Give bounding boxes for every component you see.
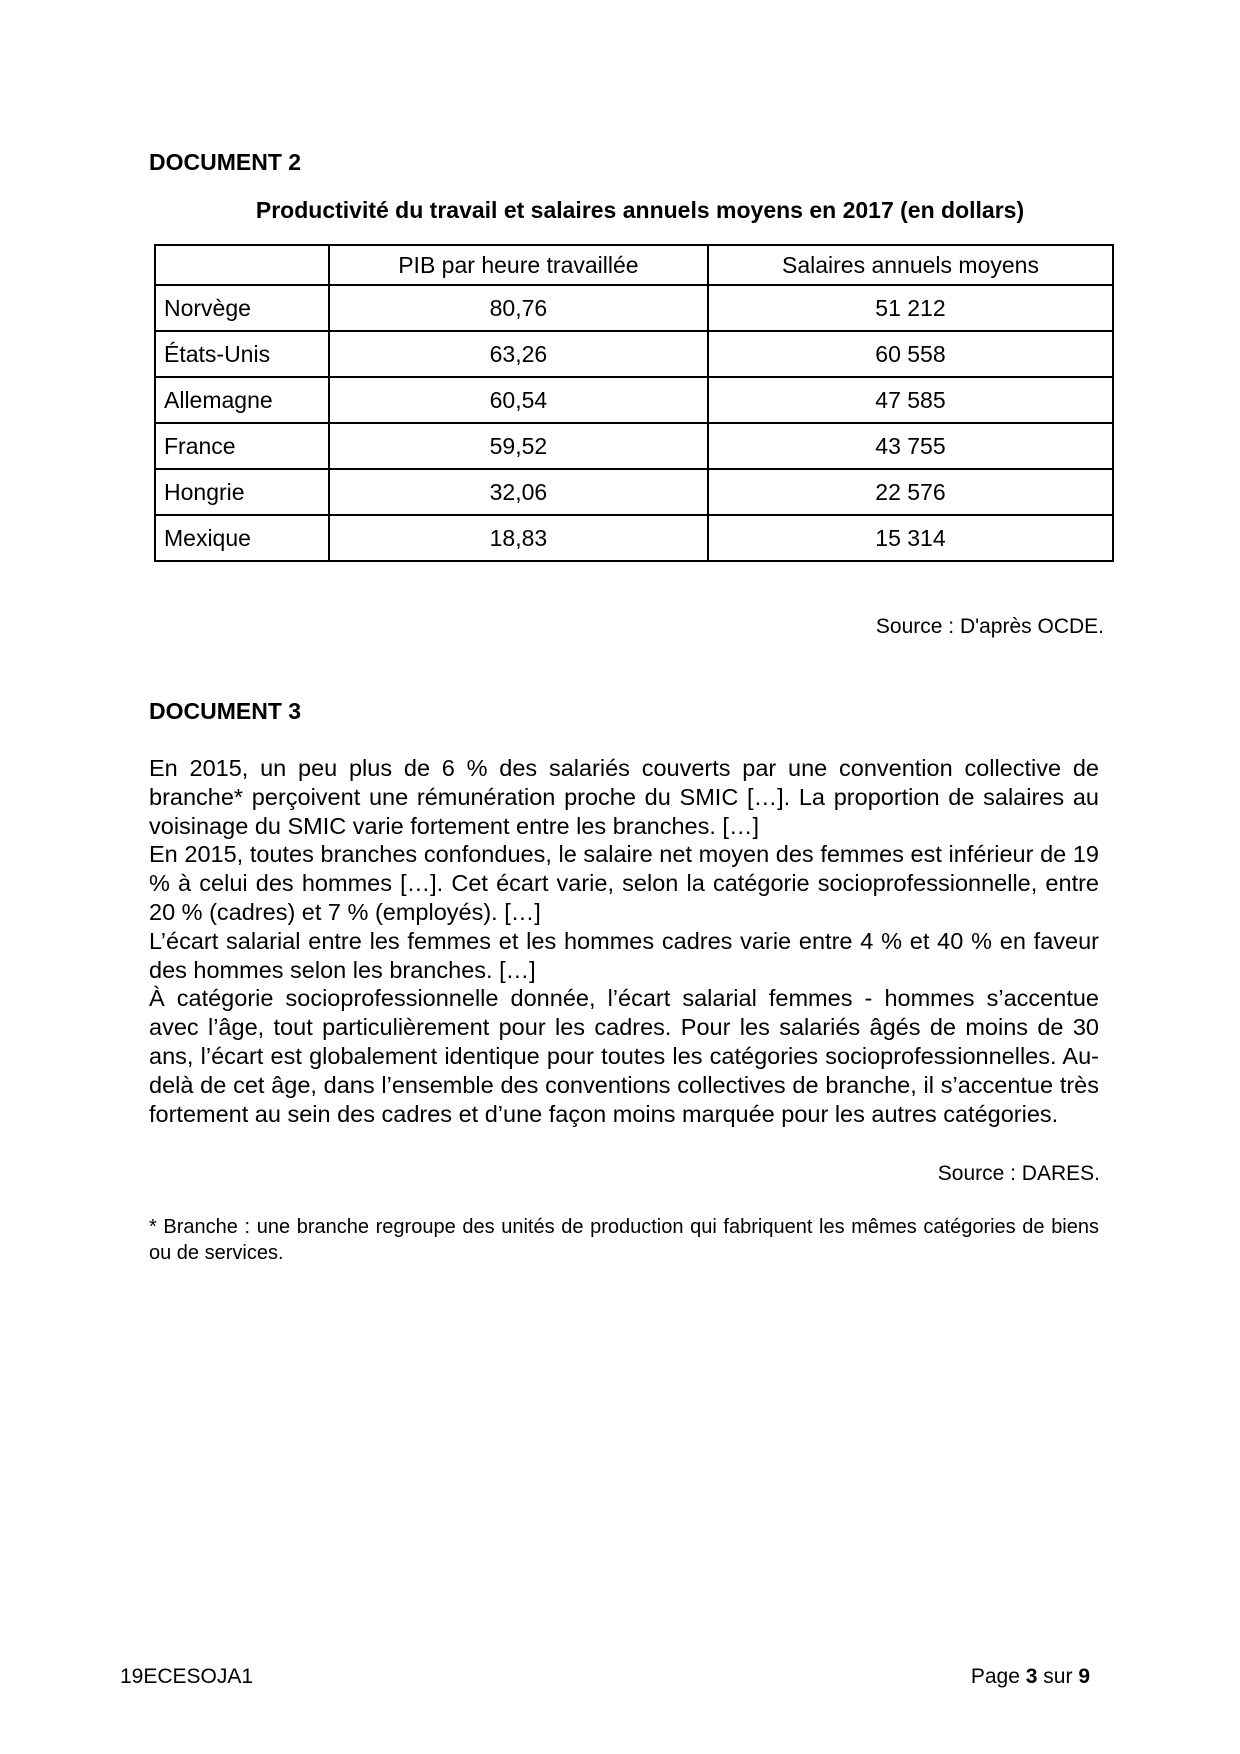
table-row — [155, 285, 1113, 331]
table-title: Productivité du travail et salaires annuels moyens en 2017 (en dollars) — [255, 197, 1025, 223]
productivity-salary-table — [154, 244, 1114, 562]
document-3-body — [149, 754, 1099, 1128]
cell-salaire: 47 585 — [708, 377, 1113, 423]
table-row — [155, 469, 1113, 515]
cell-pib: 80,76 — [329, 285, 708, 331]
page-current: 3 — [1025, 1665, 1038, 1688]
table-row — [155, 331, 1113, 377]
page-total: 9 — [1078, 1665, 1090, 1688]
paragraph: En 2015, un peu plus de 6 % des salariés couverts par une convention collective de branche* perçoivent une rémunération proche du SMIC […]. La proportion de salaires au voisinage du SMIC varie fortement entre les branches. […] — [149, 755, 1099, 839]
table-row — [155, 423, 1113, 469]
table-header-row — [155, 245, 1113, 285]
paragraph: En 2015, toutes branches confondues, le salaire net moyen des femmes est inférieur de 19 % à celui des hommes […]. Cet écart varie, selon la catégorie socioprofessionnelle, entre 20 % (cadres) et 7 % (employés). […] — [149, 841, 1099, 925]
document-2-heading: DOCUMENT 2 — [149, 149, 302, 175]
cell-country: Mexique — [155, 515, 329, 561]
table-row — [155, 377, 1113, 423]
cell-country: Allemagne — [155, 377, 329, 423]
column-header-country — [155, 245, 329, 285]
column-header-salaire: Salaires annuels moyens — [708, 245, 1113, 285]
cell-pib: 59,52 — [329, 423, 708, 469]
document-3-heading: DOCUMENT 3 — [149, 698, 302, 724]
page-separator: sur — [1043, 1665, 1073, 1688]
cell-country: États-Unis — [155, 331, 329, 377]
page-label: Page — [970, 1665, 1020, 1688]
column-header-pib: PIB par heure travaillée — [329, 245, 708, 285]
cell-country: France — [155, 423, 329, 469]
cell-pib: 60,54 — [329, 377, 708, 423]
paragraph: À catégorie socioprofessionnelle donnée, l’écart salarial femmes - hommes s’accentue avec l’âge, tout particulièrement pour les cadres. Pour les salariés âgés de moins de 30 ans, l’écart est globalement identique pour toutes les catégories socioprofessionnelles. Au-delà de cet âge, dans l’ensemble des conventions collectives de branche, il s’accentue très fortement au sein des cadres et d’une façon moins marquée pour les autres catégories. — [149, 985, 1099, 1127]
paragraph: L’écart salarial entre les femmes et les hommes cadres varie entre 4 % et 40 % en faveur des hommes selon les branches. […] — [149, 927, 1099, 983]
footer-page-number — [971, 1665, 1090, 1689]
cell-salaire: 60 558 — [708, 331, 1113, 377]
cell-pib: 32,06 — [329, 469, 708, 515]
cell-pib: 63,26 — [329, 331, 708, 377]
footer-exam-code: 19ECESOJA1 — [120, 1665, 254, 1688]
cell-salaire: 15 314 — [708, 515, 1113, 561]
source-dares: Source : DARES. — [937, 1162, 1100, 1185]
cell-country: Norvège — [155, 285, 329, 331]
cell-pib: 18,83 — [329, 515, 708, 561]
table-row — [155, 515, 1113, 561]
footnote-branche: * Branche : une branche regroupe des unités de production qui fabriquent les mêmes catégories de biens ou de services. — [149, 1216, 1099, 1264]
cell-salaire: 43 755 — [708, 423, 1113, 469]
cell-country: Hongrie — [155, 469, 329, 515]
source-ocde: Source : D'après OCDE. — [875, 615, 1104, 638]
cell-salaire: 51 212 — [708, 285, 1113, 331]
cell-salaire: 22 576 — [708, 469, 1113, 515]
